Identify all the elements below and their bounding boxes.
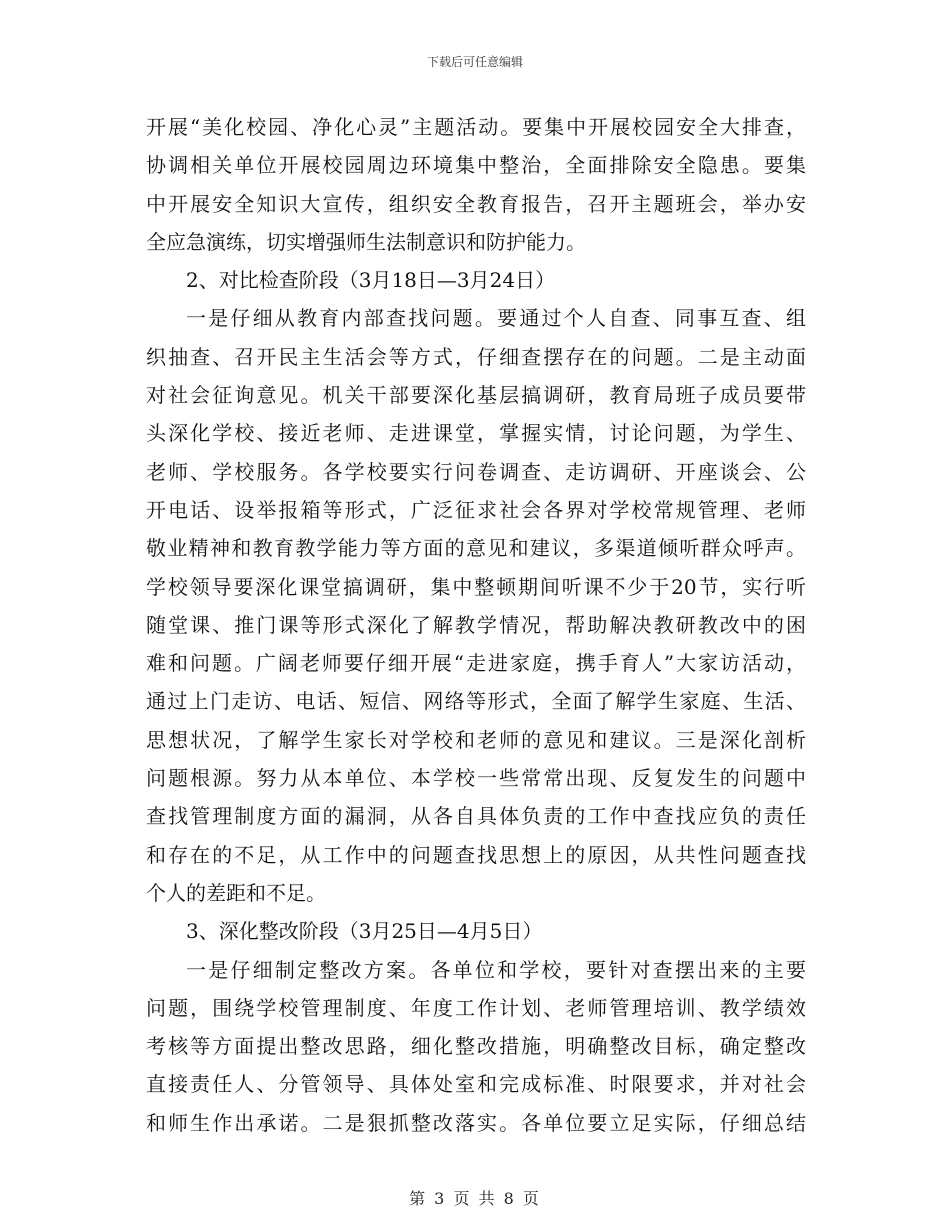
- body-text-line: 思想状况，了解学生家长对学校和老师的意见和建议。三是深化剖析: [146, 727, 806, 752]
- body-text-line: 和存在的不足，从工作中的问题查找思想上的原因，从共性问题查找: [146, 842, 806, 867]
- body-text-line: 学校领导要深化课堂搞调研，集中整顿期间听课不少于20节，实行听: [146, 574, 806, 599]
- document-body: [146, 108, 806, 1142]
- body-text-line: 协调相关单位开展校园周边环境集中整治，全面排除安全隐患。要集: [146, 153, 806, 178]
- body-text-line: 开电话、设举报箱等形式，广泛征求社会各界对学校常规管理、老师: [146, 497, 806, 522]
- body-text-line: 个人的差距和不足。: [146, 880, 326, 905]
- page-number: 第 3 页 共 8 页: [409, 1189, 541, 1208]
- body-text-line: 老师、学校服务。各学校要实行问卷调查、走访调研、开座谈会、公: [146, 459, 806, 484]
- body-text-line: 一是仔细制定整改方案。各单位和学校，要针对查摆出来的主要: [186, 957, 806, 982]
- body-text-line: 敬业精神和教育教学能力等方面的意见和建议，多渠道倾听群众呼声。: [146, 536, 806, 561]
- page-header-note: 下载后可任意编辑: [426, 55, 523, 69]
- body-text-line: 问题根源。努力从本单位、本学校一些常常出现、反复发生的问题中: [146, 766, 806, 791]
- body-text-line: 织抽查、召开民主生活会等方式，仔细查摆存在的问题。二是主动面: [146, 344, 806, 369]
- body-text-line: 直接责任人、分管领导、具体处室和完成标准、时限要求，并对社会: [146, 1072, 806, 1097]
- body-text-line: 问题，围绕学校管理制度、年度工作计划、老师管理培训、教学绩效: [146, 995, 806, 1020]
- body-text-line: 2、对比检查阶段（3月18日—3月24日）: [186, 268, 556, 293]
- body-text-line: 查找管理制度方面的漏洞，从各自具体负责的工作中查找应负的责任: [146, 804, 806, 829]
- body-text-line: 头深化学校、接近老师、走进课堂，掌握实情，讨论问题，为学生、: [146, 421, 806, 446]
- body-text-line: 中开展安全知识大宣传，组织安全教育报告，召开主题班会，举办安: [146, 191, 806, 216]
- body-text-line: 和师生作出承诺。二是狠抓整改落实。各单位要立足实际，仔细总结: [146, 1110, 806, 1135]
- body-text-line: 一是仔细从教育内部查找问题。要通过个人自查、同事互查、组: [186, 306, 806, 331]
- body-text-line: 难和问题。广阔老师要仔细开展“走进家庭，携手育人”大家访活动，: [146, 651, 806, 676]
- body-text-line: 考核等方面提出整改思路，细化整改措施，明确整改目标，确定整改: [146, 1034, 806, 1059]
- body-text-line: 随堂课、推门课等形式深化了解教学情况，帮助解决教研教改中的困: [146, 612, 806, 637]
- body-text-line: 3、深化整改阶段（3月25日—4月5日）: [186, 919, 543, 944]
- body-text-line: 通过上门走访、电话、短信、网络等形式，全面了解学生家庭、生活、: [146, 689, 806, 714]
- body-text-line: 开展“美化校园、净化心灵”主题活动。要集中开展校园安全大排查，: [146, 115, 806, 139]
- body-text-line: 对社会征询意见。机关干部要深化基层搞调研，教育局班子成员要带: [146, 383, 806, 408]
- body-text-line: 全应急演练，切实增强师生法制意识和防护能力。: [146, 229, 586, 254]
